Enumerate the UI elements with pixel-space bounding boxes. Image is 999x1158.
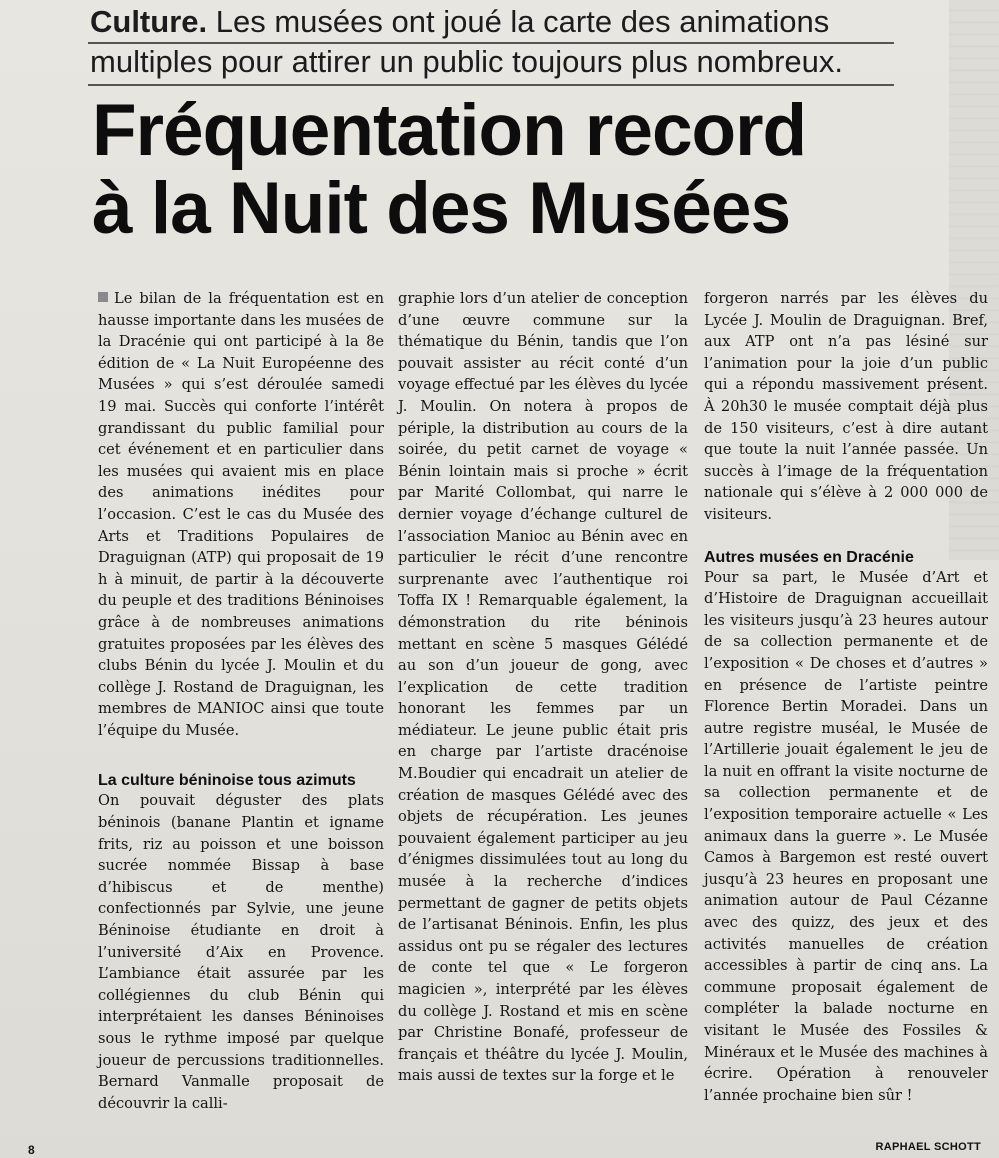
author-byline: RAPHAEL SCHOTT [875, 1141, 981, 1153]
column-3-body-2: Pour sa part, le Musée d’Art et d’Histoire de Draguignan accueillait les visiteurs jusqu’à 23 heures autour de sa collection permanente et de l’exposition « De choses et d’autres » en présence de l’artiste peintre Florence Bertin Moradei. Dans un autre registre muséal, le Musée de l’Artillerie jouait également le jeu de la nuit en offrant la visite nocturne de sa collection permanente et de l’exposition temporaire actuelle « Les animaux dans la guerre ». Le Musée Camos à Bargemon est resté ouvert jusqu’à 23 heures en proposant une animation autour de Paul Cézanne avec des quizz, des jeux et des activités manuelles de création accessibles à partir de cinq ans. La commune proposait également de compléter la balade nocturne en visitant le Musée des Fossiles & Minéraux et le Musée des machines à écrire. Opération à renouveler l’année prochaine bien sûr ! [704, 568, 988, 1104]
column-3-body-1: forgeron narrés par les élèves du Lycée J. Moulin de Draguignan. Bref, aux ATP ont n’a pas lésiné sur l’animation pour la joie d’un public qui a répondu massivement présent. À 20h30 le musée comptait déjà plus de 150 visiteurs, c’est à dire autant que toute la nuit l’année passée. Un succès à l’image de la fréquentation nationale qui s’élève à 2 000 000 de visiteurs. [704, 290, 988, 523]
article-column-3 [704, 288, 988, 1106]
article-column-1 [98, 288, 384, 1114]
lead-square-icon [98, 292, 108, 302]
column-2-body: graphie lors d’un atelier de conception d’une œuvre commune sur la thématique du Bénin, tandis que l’on pouvait assister au récit conté d’un voyage effectué par les élèves du lycée J. Moulin. On notera à propos de périple, la distribution au cours de la soirée, du petit carnet de voyage « Bénin lointain mais si proche » écrit par Marité Collombat, qui narre le dernier voyage d’échange culturel de l’association Manioc au Bénin avec en particulier le récit d’une rencontre surprenante avec l’authentique roi Toffa IX ! Remarquable également, la démonstration du rite béninois mettant en scène 5 masques Gélédé au son d’un joueur de gong, avec l’explication de cette tradition honorant les femmes par un médiateur. Le jeune public était pris en charge par l’artiste dracénoise M.Boudier qui encadrait un atelier de création de masques Gélédé avec des objets de récupération. Les jeunes pouvaient également participer au jeu d’énigmes dissimulées tout au long du musée à la recherche d’indices permettant de gagner de petits objets de l’artisanat Béninois. Enfin, les plus assidus ont pu se régaler des lectures de conte tel que « Le forgeron magicien », interprété par les élèves du collège J. Rostand et mis en scène par Christine Bonafé, professeur de français et théâtre du lycée J. Moulin, mais aussi de textes sur la forge et le [398, 290, 688, 1085]
article-column-2 [398, 288, 688, 1087]
intro-text: Le bilan de la fréquentation est en hausse importante dans les musées de la Dracénie qui ont participé à la 8e édition de « La Nuit Européenne des Musées » qui s’est déroulée samedi 19 mai. Succès qui conforte l’intérêt grandissant du public familial pour cet événement et en particulier dans les musées qui avaient mis en place des animations inédites pour l’occasion. C’est le cas du Musée des Arts et Traditions Populaires de Draguignan (ATP) qui proposait de 19 h à minuit, de partir à la découverte du peuple et des traditions Béninoises grâce à de nombreuses animations gratuites proposées par les élèves des clubs Bénin du lycée J. Moulin et du collège J. Rostand de Draguignan, les membres de MANIOC ainsi que toute l’équipe du Musée. [98, 290, 384, 739]
column-1-body: On pouvait déguster des plats béninois (banane Plantin et igname frits, riz au poisson et une boisson sucrée nommée Bissap à base d’hibiscus et de menthe) confectionnés par Sylvie, une jeune Béninoise étudiante en droit à l’université d’Aix en Provence. L’ambiance était assurée par les collégiennes du club Bénin qui interprétaient les danses Béninoises sous le rythme imposé par quelque joueur de percussions traditionnelles. Bernard Vanmalle proposait de découvrir la calli- [98, 792, 384, 1112]
kicker-text: Les musées ont joué la carte des animations multiples pour attirer un public toujours plus nombreux. [90, 4, 843, 79]
subheading-culture-beninoise: La culture béninoise tous azimuts [98, 772, 356, 790]
headline-line-2: à la Nuit des Musées [92, 168, 791, 249]
intro-paragraph [98, 288, 384, 741]
page-number: 8 [28, 1143, 35, 1157]
kicker-rule-top [88, 42, 894, 44]
kicker-rule-bottom [88, 84, 894, 86]
headline-line-1: Fréquentation record [92, 90, 807, 171]
kicker-lead: Culture. [90, 4, 208, 39]
subheading-autres-musees: Autres musées en Dracénie [704, 548, 914, 566]
headline [92, 92, 972, 248]
